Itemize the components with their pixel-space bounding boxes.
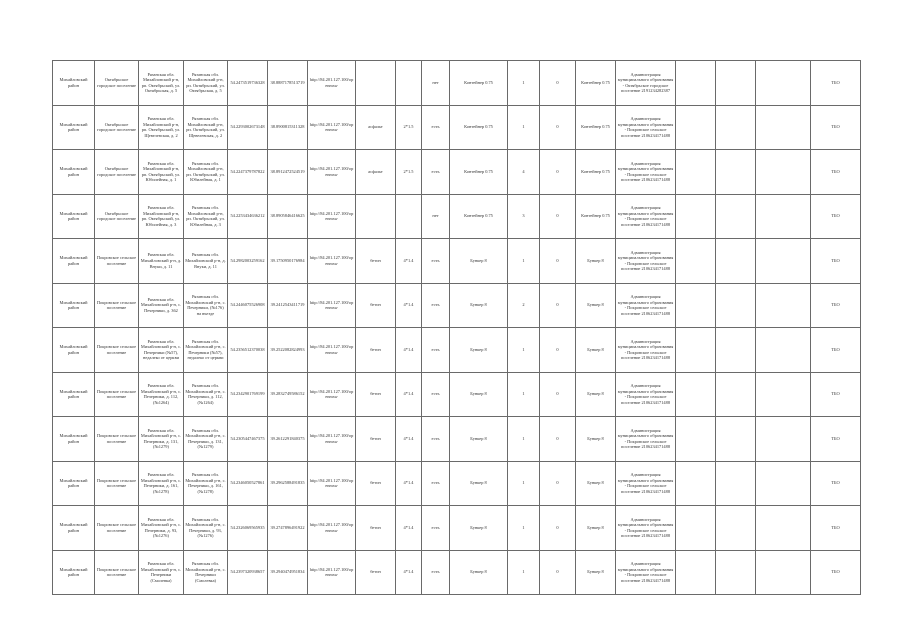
longitude-cell: 39.2412543411719 (268, 283, 308, 328)
fence-cell: есть (422, 105, 450, 150)
area-cell: 4*1.4 (396, 461, 422, 506)
address-alt-cell: Рязанская обл. Михайловский р-н, с. Печерники (Смолевка) (184, 550, 228, 595)
district-cell: Михайловский район (53, 194, 95, 239)
fence-cell: есть (422, 328, 450, 373)
latitude-cell: 54.2326069565935 (228, 506, 268, 551)
district-cell: Михайловский район (53, 239, 95, 284)
address-cell: Рязанская обл. Михайловский р-н, с. Печерники, д. 161, (№1278) (139, 461, 184, 506)
area-cell: 4*1.4 (396, 417, 422, 462)
empty-cell (676, 461, 716, 506)
waste-type-cell: ТБО (811, 239, 861, 284)
address-cell: Рязанская обл. Михайловский р-н, рп. Октябрьский, ул. Юбилейная, д. 1 (139, 150, 184, 195)
settlement-cell: Октябрьское городское поселение (95, 61, 139, 106)
longitude-cell: 39.1750950176984 (268, 239, 308, 284)
address-cell: Рязанская обл. Михайловский р-н, с. Печерники, д. 131, (№1279) (139, 417, 184, 462)
settlement-cell: Октябрьское городское поселение (95, 105, 139, 150)
empty-cell (756, 328, 811, 373)
longitude-cell: 38.8905846416625 (268, 194, 308, 239)
map-url-cell: http://84.201.127.100/openmsw (308, 328, 356, 373)
waste-type-cell: ТБО (811, 372, 861, 417)
empty-cell (716, 506, 756, 551)
table-row (53, 417, 861, 462)
settlement-cell: Октябрьское городское поселение (95, 194, 139, 239)
fence-cell: есть (422, 506, 450, 551)
address-cell: Рязанская обл. Михайловский р-н, с. Печерники (№57), недалеко от церкви (139, 328, 184, 373)
container-count-cell: 2 (508, 283, 540, 328)
latitude-cell: 54.2247379787822 (228, 150, 268, 195)
empty-cell (756, 61, 811, 106)
address-alt-cell: Рязанская обл. Михайловский р-н, с. Печерники, д. 112, (№1264) (184, 372, 228, 417)
container-count-cell: 1 (508, 105, 540, 150)
owner-cell: Администрация муниципального образования - Октябрьское городское поселение 2191234282387 (616, 61, 676, 106)
map-url-cell: http://84.201.127.100/openmsw (308, 506, 356, 551)
latitude-cell: 54.2346050527861 (228, 461, 268, 506)
planned-count-cell: 0 (540, 105, 576, 150)
address-cell: Рязанская обл. Михайловский р-н, рп. Октябрьский, ул. Щевелевская, д. 2 (139, 105, 184, 150)
table-row (53, 105, 861, 150)
container-count-cell: 1 (508, 506, 540, 551)
fence-cell: есть (422, 283, 450, 328)
planned-count-cell: 0 (540, 328, 576, 373)
area-cell: 4*1.4 (396, 506, 422, 551)
fence-cell: есть (422, 150, 450, 195)
area-cell: 2*1.5 (396, 105, 422, 150)
table-row (53, 328, 861, 373)
planned-count-cell: 0 (540, 550, 576, 595)
fence-cell: нет (422, 61, 450, 106)
map-url-cell: http://84.201.127.100/openmsw (308, 239, 356, 284)
planned-count-cell: 0 (540, 61, 576, 106)
latitude-cell: 54.2356512370038 (228, 328, 268, 373)
address-alt-cell: Рязанская обл. Михайловский р-н, рп. Октябрьский, ул. Юбилейная, д. 3 (184, 194, 228, 239)
area-cell: 4*1.4 (396, 550, 422, 595)
map-url-cell: http://84.201.127.100/openmsw (308, 550, 356, 595)
address-cell: Рязанская обл. Михайловский р-н, с. Печерники, д. 93, (№1276) (139, 506, 184, 551)
empty-cell (716, 550, 756, 595)
empty-cell (716, 461, 756, 506)
settlement-cell: Покровское сельское поселение (95, 417, 139, 462)
longitude-cell: 39.2940474951834 (268, 550, 308, 595)
owner-cell: Администрация муниципального образования - Покровское сельское поселение 2106234171488 (616, 372, 676, 417)
settlement-cell: Октябрьское городское поселение (95, 150, 139, 195)
empty-cell (716, 239, 756, 284)
planned-count-cell: 0 (540, 150, 576, 195)
owner-cell: Администрация муниципального образования - Покровское сельское поселение 2106234171488 (616, 150, 676, 195)
planned-count-cell: 0 (540, 506, 576, 551)
container-count-cell: 1 (508, 239, 540, 284)
empty-cell (716, 372, 756, 417)
address-alt-cell: Рязанская обл. Михайловский р-н, с. Печерники, д. 161, (№1278) (184, 461, 228, 506)
fence-cell: есть (422, 239, 450, 284)
map-url-cell: http://84.201.127.100/openmsw (308, 461, 356, 506)
container-count-cell: 1 (508, 61, 540, 106)
waste-type-cell: ТБО (811, 105, 861, 150)
container-volume-cell: Бункер 8 (576, 283, 616, 328)
container-type-cell: Бункер 8 (450, 372, 508, 417)
planned-count-cell: 0 (540, 417, 576, 462)
address-cell: Рязанская обл. Михайловский р-н, с. Печерники (Смолевка) (139, 550, 184, 595)
settlement-cell: Покровское сельское поселение (95, 461, 139, 506)
waste-type-cell: ТБО (811, 550, 861, 595)
empty-cell (676, 150, 716, 195)
container-count-cell: 4 (508, 150, 540, 195)
address-alt-cell: Рязанская обл. Михайловский р-н, с. Печерники, (№176) на въезде (184, 283, 228, 328)
surface-cell: бетон (356, 506, 396, 551)
waste-type-cell: ТБО (811, 194, 861, 239)
map-url-cell: http://84.201.127.100/openmsw (308, 283, 356, 328)
settlement-cell: Покровское сельское поселение (95, 328, 139, 373)
latitude-cell: 54.2982003259162 (228, 239, 268, 284)
empty-cell (676, 61, 716, 106)
empty-cell (676, 506, 716, 551)
longitude-cell: 39.2832749586152 (268, 372, 308, 417)
owner-cell: Администрация муниципального образования - Покровское сельское поселение 2106234171488 (616, 105, 676, 150)
planned-count-cell: 0 (540, 372, 576, 417)
container-volume-cell: Контейнер 0.75 (576, 194, 616, 239)
district-cell: Михайловский район (53, 372, 95, 417)
empty-cell (756, 506, 811, 551)
district-cell: Михайловский район (53, 417, 95, 462)
area-cell (396, 61, 422, 106)
container-count-cell: 1 (508, 372, 540, 417)
settlement-cell: Покровское сельское поселение (95, 283, 139, 328)
latitude-cell: 54.2342901769199 (228, 372, 268, 417)
latitude-cell: 54.2293002673148 (228, 105, 268, 150)
address-cell: Рязанская обл. Михайловский р-н, с. Печерники, д. 112, (№1264) (139, 372, 184, 417)
surface-cell: асфальт (356, 150, 396, 195)
container-type-cell: Контейнер 0.75 (450, 105, 508, 150)
table-row (53, 461, 861, 506)
owner-cell: Администрация муниципального образования - Покровское сельское поселение 2106234171488 (616, 417, 676, 462)
empty-cell (676, 283, 716, 328)
owner-cell: Администрация муниципального образования - Покровское сельское поселение 2106234171488 (616, 239, 676, 284)
empty-cell (756, 239, 811, 284)
table-row (53, 550, 861, 595)
empty-cell (756, 105, 811, 150)
empty-cell (676, 328, 716, 373)
container-volume-cell: Бункер 8 (576, 239, 616, 284)
empty-cell (756, 150, 811, 195)
waste-type-cell: ТБО (811, 461, 861, 506)
empty-cell (676, 550, 716, 595)
fence-cell: есть (422, 372, 450, 417)
table-row (53, 372, 861, 417)
table-row (53, 283, 861, 328)
owner-cell: Администрация муниципального образования - Покровское сельское поселение 2106234171488 (616, 461, 676, 506)
container-volume-cell: Контейнер 0.75 (576, 61, 616, 106)
surface-cell: бетон (356, 417, 396, 462)
planned-count-cell: 0 (540, 461, 576, 506)
empty-cell (756, 550, 811, 595)
table-body (53, 61, 861, 595)
empty-cell (676, 372, 716, 417)
map-url-cell: http://84.201.127.100/openmsw (308, 417, 356, 462)
district-cell: Михайловский район (53, 61, 95, 106)
address-cell: Рязанская обл. Михайловский р-н, д. Внуки, д. 11 (139, 239, 184, 284)
empty-cell (716, 150, 756, 195)
address-alt-cell: Рязанская обл. Михайловский р-н, с. Печерники (№57), недалеко от церкви (184, 328, 228, 373)
waste-type-cell: ТБО (811, 506, 861, 551)
container-volume-cell: Бункер 8 (576, 328, 616, 373)
empty-cell (716, 283, 756, 328)
surface-cell (356, 61, 396, 106)
fence-cell: есть (422, 550, 450, 595)
latitude-cell: 54.2473519736328 (228, 61, 268, 106)
area-cell: 4*1.4 (396, 283, 422, 328)
empty-cell (756, 417, 811, 462)
container-type-cell: Бункер 8 (450, 506, 508, 551)
surface-cell (356, 194, 396, 239)
empty-cell (676, 239, 716, 284)
owner-cell: Администрация муниципального образования - Покровское сельское поселение 2106234171488 (616, 328, 676, 373)
container-type-cell: Контейнер 0.75 (450, 194, 508, 239)
owner-cell: Администрация муниципального образования - Покровское сельское поселение 2106234171488 (616, 283, 676, 328)
empty-cell (676, 417, 716, 462)
container-count-cell: 3 (508, 194, 540, 239)
settlement-cell: Покровское сельское поселение (95, 372, 139, 417)
container-type-cell: Бункер 8 (450, 283, 508, 328)
settlement-cell: Покровское сельское поселение (95, 550, 139, 595)
container-volume-cell: Бункер 8 (576, 417, 616, 462)
district-cell: Михайловский район (53, 150, 95, 195)
surface-cell: бетон (356, 283, 396, 328)
longitude-cell: 39.2962588491835 (268, 461, 308, 506)
container-type-cell: Контейнер 0.75 (450, 61, 508, 106)
container-volume-cell: Бункер 8 (576, 550, 616, 595)
waste-type-cell: ТБО (811, 61, 861, 106)
container-volume-cell: Бункер 8 (576, 506, 616, 551)
owner-cell: Администрация муниципального образования - Покровское сельское поселение 2106234171488 (616, 194, 676, 239)
settlement-cell: Покровское сельское поселение (95, 239, 139, 284)
address-alt-cell: Рязанская обл. Михайловский р-н, рп. Октябрьский, ул. Юбилейная, д. 1 (184, 150, 228, 195)
latitude-cell: 54.2253434636212 (228, 194, 268, 239)
waste-type-cell: ТБО (811, 150, 861, 195)
address-alt-cell: Рязанская обл. Михайловский р-н, д. Внуки, д. 11 (184, 239, 228, 284)
latitude-cell: 54.2397320938657 (228, 550, 268, 595)
waste-type-cell: ТБО (811, 328, 861, 373)
address-alt-cell: Рязанская обл. Михайловский р-н, рп. Октябрьский, ул. Щевелевская, д. 2 (184, 105, 228, 150)
empty-cell (676, 105, 716, 150)
longitude-cell: 38.8912472524519 (268, 150, 308, 195)
empty-cell (716, 417, 756, 462)
surface-cell: бетон (356, 328, 396, 373)
surface-cell: бетон (356, 372, 396, 417)
surface-cell: асфальт (356, 105, 396, 150)
district-cell: Михайловский район (53, 550, 95, 595)
map-url-cell: http://84.201.127.100/openmsw (308, 105, 356, 150)
planned-count-cell: 0 (540, 283, 576, 328)
container-type-cell: Бункер 8 (450, 239, 508, 284)
area-cell: 4*1.4 (396, 239, 422, 284)
container-type-cell: Бункер 8 (450, 550, 508, 595)
empty-cell (716, 61, 756, 106)
address-cell: Рязанская обл. Михайловский р-н, рп. Октябрьский, ул. Октябрьская, д. 5 (139, 61, 184, 106)
planned-count-cell: 0 (540, 239, 576, 284)
address-cell: Рязанская обл. Михайловский р-н, рп. Октябрьский, ул. Юбилейная, д. 3 (139, 194, 184, 239)
container-count-cell: 1 (508, 550, 540, 595)
container-count-cell: 1 (508, 328, 540, 373)
empty-cell (716, 328, 756, 373)
container-count-cell: 1 (508, 417, 540, 462)
surface-cell: бетон (356, 239, 396, 284)
table-row (53, 150, 861, 195)
district-cell: Михайловский район (53, 105, 95, 150)
longitude-cell: 39.2522082824993 (268, 328, 308, 373)
address-alt-cell: Рязанская обл. Михайловский р-н, рп. Октябрьский, ул. Октябрьская, д. 5 (184, 61, 228, 106)
container-type-cell: Бункер 8 (450, 417, 508, 462)
empty-cell (756, 194, 811, 239)
address-alt-cell: Рязанская обл. Михайловский р-н, с. Печерники, д. 131, (№1279) (184, 417, 228, 462)
longitude-cell: 38.8887178513719 (268, 61, 308, 106)
container-count-cell: 1 (508, 461, 540, 506)
longitude-cell: 39.2747896491922 (268, 506, 308, 551)
area-cell (396, 194, 422, 239)
table-row (53, 239, 861, 284)
empty-cell (756, 283, 811, 328)
address-cell: Рязанская обл. Михайловский р-н, с. Печерники, д. 362 (139, 283, 184, 328)
surface-cell: бетон (356, 461, 396, 506)
container-sites-table (52, 60, 861, 595)
latitude-cell: 54.2305447467375 (228, 417, 268, 462)
fence-cell: есть (422, 461, 450, 506)
empty-cell (676, 194, 716, 239)
area-cell: 4*1.4 (396, 328, 422, 373)
surface-cell: бетон (356, 550, 396, 595)
address-alt-cell: Рязанская обл. Михайловский р-н, с. Печерники, д. 93, (№1276) (184, 506, 228, 551)
district-cell: Михайловский район (53, 506, 95, 551)
map-url-cell: http://84.201.127.100/openmsw (308, 194, 356, 239)
district-cell: Михайловский район (53, 328, 95, 373)
settlement-cell: Покровское сельское поселение (95, 506, 139, 551)
district-cell: Михайловский район (53, 283, 95, 328)
container-type-cell: Бункер 8 (450, 328, 508, 373)
empty-cell (716, 194, 756, 239)
map-url-cell: http://84.201.127.100/openmsw (308, 150, 356, 195)
area-cell: 2*1.5 (396, 150, 422, 195)
fence-cell: нет (422, 194, 450, 239)
latitude-cell: 54.2446075526908 (228, 283, 268, 328)
district-cell: Михайловский район (53, 461, 95, 506)
container-volume-cell: Бункер 8 (576, 461, 616, 506)
empty-cell (756, 461, 811, 506)
table-row (53, 61, 861, 106)
waste-type-cell: ТБО (811, 283, 861, 328)
longitude-cell: 38.8900815311328 (268, 105, 308, 150)
container-volume-cell: Бункер 8 (576, 372, 616, 417)
empty-cell (756, 372, 811, 417)
map-url-cell: http://84.201.127.100/openmsw (308, 61, 356, 106)
fence-cell: есть (422, 417, 450, 462)
container-type-cell: Контейнер 0.75 (450, 150, 508, 195)
longitude-cell: 39.2612291840375 (268, 417, 308, 462)
area-cell: 4*1.4 (396, 372, 422, 417)
container-volume-cell: Контейнер 0.75 (576, 105, 616, 150)
container-volume-cell: Контейнер 0.75 (576, 150, 616, 195)
planned-count-cell: 0 (540, 194, 576, 239)
table-row (53, 506, 861, 551)
owner-cell: Администрация муниципального образования - Покровское сельское поселение 2106234171488 (616, 550, 676, 595)
empty-cell (716, 105, 756, 150)
waste-type-cell: ТБО (811, 417, 861, 462)
table-row (53, 194, 861, 239)
owner-cell: Администрация муниципального образования - Покровское сельское поселение 2106234171488 (616, 506, 676, 551)
container-type-cell: Бункер 8 (450, 461, 508, 506)
map-url-cell: http://84.201.127.100/openmsw (308, 372, 356, 417)
